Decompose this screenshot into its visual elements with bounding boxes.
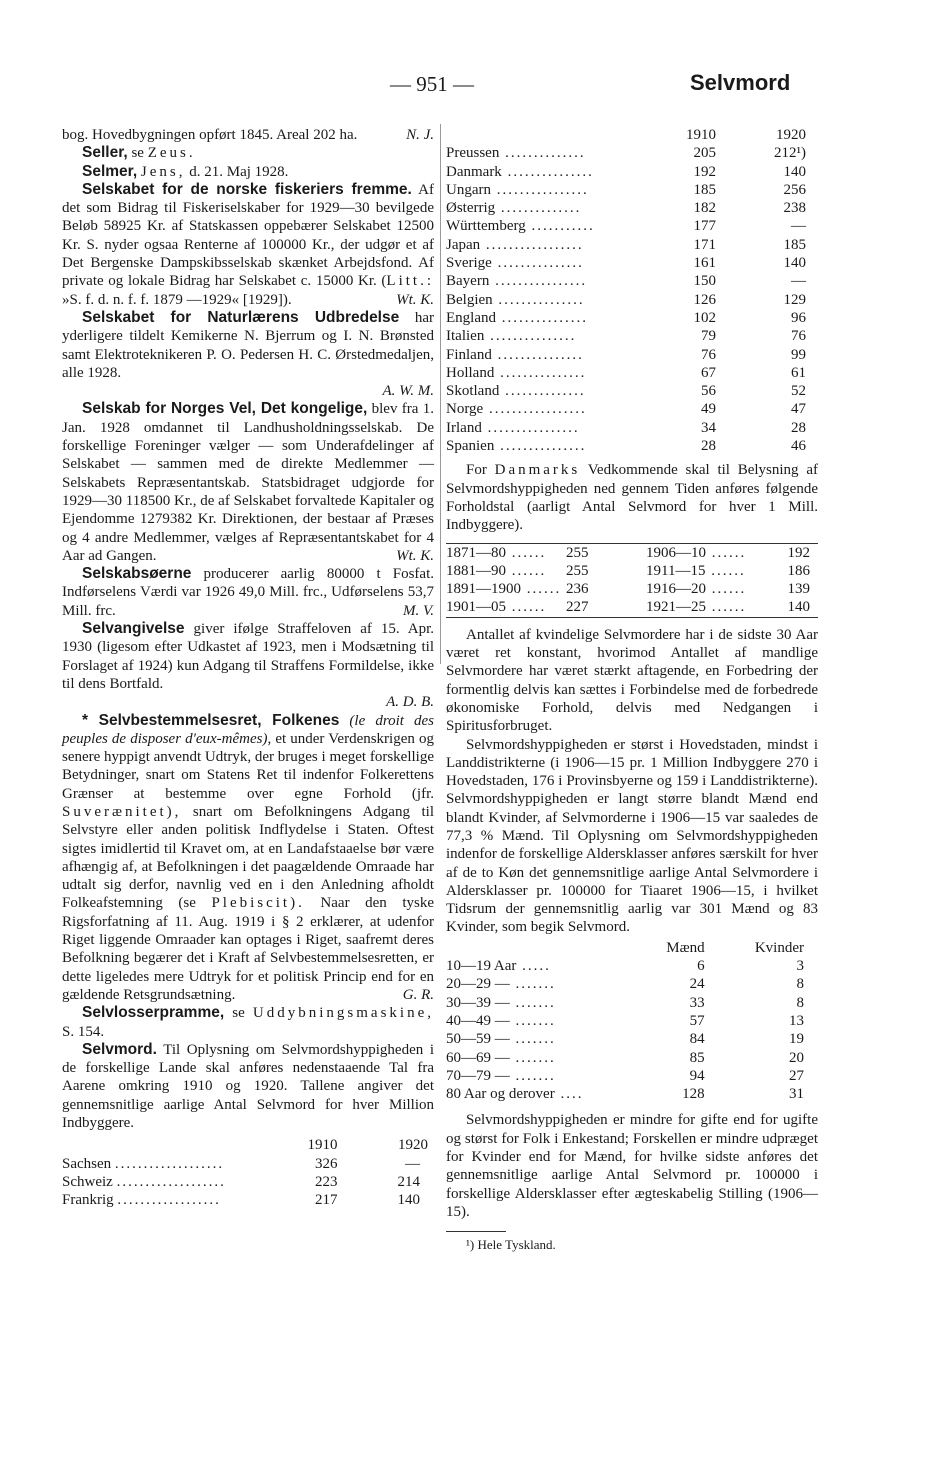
value-1920: 28 (791, 419, 806, 436)
age-cell: 30—39 — ....... (446, 994, 556, 1011)
period-cell: 1906—10 ...... (646, 544, 747, 561)
value-1920: 61 (791, 364, 806, 381)
country-name: Württemberg (446, 218, 526, 235)
denmark-table (446, 543, 818, 618)
age-group: 20—29 — (446, 976, 510, 993)
country-name: Spanien (446, 438, 495, 455)
table-row: Schweiz ................... 223 214 (62, 1173, 420, 1190)
age-group: 70—79 — (446, 1067, 510, 1084)
table-row (446, 562, 818, 580)
age-cell: 10—19 Aar ..... (446, 958, 551, 975)
running-head: Selvmord (690, 70, 791, 95)
table-row (446, 1012, 818, 1030)
country-name: Ungarn (446, 181, 491, 198)
country-cell: Norge ................. (446, 401, 587, 418)
country-name: Irland (446, 419, 482, 436)
value-1910: 56 (701, 383, 716, 400)
country-name: Belgien (446, 291, 493, 308)
table-row (446, 975, 818, 993)
table-row (446, 994, 818, 1012)
table-row (446, 957, 818, 975)
value-1910: 192 (693, 163, 716, 180)
period: 1911—15 (646, 562, 706, 579)
period-value: 227 (566, 599, 589, 616)
table-row (446, 144, 818, 162)
country-cell: Ungarn ................ (446, 181, 589, 198)
table-row (446, 217, 818, 235)
entry-selvangivelse: Selvangivelse giver ifølge Straffeloven af 15. Apr. 1930 (ligesom efter Udkastet af 1923, men i Modsætning til Forslaget af 1924) kun Adgang til Straffens Formildelse, ikke til dens Bortfald. (62, 620, 435, 692)
men-value: 94 (689, 1067, 705, 1084)
value-1920: 76 (791, 328, 806, 345)
country-name: England (446, 309, 496, 326)
age-cell: 80 Aar og derover .... (446, 1086, 584, 1103)
page-header (0, 68, 936, 102)
value-1920: 140 (783, 163, 806, 180)
country-cell: Belgien ............... (446, 291, 585, 308)
table-row (446, 419, 818, 437)
left-column (62, 126, 434, 1210)
country-name: Norge (446, 401, 484, 418)
value-1920: 96 (791, 309, 806, 326)
value-1910: 161 (693, 255, 716, 272)
suicide-table-1 (62, 1136, 434, 1209)
period: 1891—1900 (446, 581, 521, 598)
age-cell: 50—59 — ....... (446, 1031, 556, 1048)
value-1910: 79 (701, 328, 716, 345)
table-row (446, 199, 818, 217)
period-value: 139 (787, 581, 810, 598)
table-row (446, 309, 818, 327)
men-value: 128 (682, 1086, 705, 1103)
table-row (446, 400, 818, 418)
table-row (446, 382, 818, 400)
period-cell: 1901—05 ...... (446, 599, 547, 616)
table-row (446, 272, 818, 290)
country-name: Holland (446, 364, 495, 381)
women-value: 13 (789, 1012, 804, 1029)
country-name: Skotland (446, 383, 500, 400)
period-cell: 1916—20 ...... (646, 581, 747, 598)
age-table (446, 939, 818, 1104)
right-column (446, 126, 818, 1255)
period-cell: 1891—1900 ...... (446, 581, 562, 598)
country-cell: Bayern ................ (446, 273, 588, 290)
women-value: 8 (796, 976, 804, 993)
period-cell: 1871—80 ...... (446, 544, 547, 561)
signature: A. D. B. (386, 694, 434, 711)
table-row (446, 1030, 818, 1048)
value-1910: 49 (701, 401, 716, 418)
value-1920: 129 (783, 291, 806, 308)
frequency-paragraph: Selvmordshyppigheden er størst i Hovedstaden, mindst i Landdistrikterne (i 1906—15 pr. 1 Million Indbyggere 270 i Hovedstaden, 176 i Provinsbyerne og 159 i Landdistrikterne). Selvmordshyppigheden er langt større blandt Mænd end blandt Kvinder, af Selvmorderne i 1906—15 var saaledes de 77,3 % Mænd. Til Oplysning om Selvmordshyppigheden indenfor de forskellige Aldersklasser anføres særskilt for hver af de to Køn det gennemsnitlige aarlige Antal Selvmordere i Aldersklasser pr. 100000 for Tiaaret 1906—15, i hvilket Tidsrum der gennemsnitlig aarlig var 301 Mænd og 83 Kvinder, som begik Selvmord. (446, 736, 818, 936)
men-value: 6 (697, 958, 705, 975)
value-1910: 67 (701, 364, 716, 381)
signature: A. W. M. (382, 383, 434, 400)
period-value: 186 (787, 562, 810, 579)
men-value: 57 (689, 1012, 705, 1029)
country-cell: England ............... (446, 309, 588, 326)
value-1910: 205 (693, 145, 716, 162)
value-1920: 47 (791, 401, 806, 418)
country-cell: Spanien ............... (446, 438, 587, 455)
table-row: Frankrig .................. 217 140 (62, 1192, 420, 1209)
table-row (446, 181, 818, 199)
value-1910: 126 (693, 291, 716, 308)
marital-paragraph: Selvmordshyppigheden er mindre for gifte end for ugifte og størst for Folk i Enkestand; Forskellen er mindre udpræget for Kvinder end for Mænd, for hvilke sidste anføres det gennemsnitlige aarlige Antal Selvmord pr. 100000 i forskellige Aldersklasser efter ægteskabelig Stilling (1906—15). (446, 1112, 818, 1220)
table-row (446, 236, 818, 254)
entry-selmer: Selmer, Jens, d. 21. Maj 1928. (82, 162, 289, 180)
women-value: 27 (789, 1067, 804, 1084)
table-header-row: Mænd Kvinder (666, 939, 804, 956)
entry-selvmord: Selvmord. Til Oplysning om Selvmordshyppigheden i de forskellige Lande skal anføres nedenstaaende Tal fra Aarene omkring 1910 og 1920. Tallene angiver det gennemsnitlige aarlige Antal Selvmord for hver Million Indbyggere. (62, 1040, 434, 1132)
women-value: 19 (789, 1031, 804, 1048)
men-value: 24 (689, 976, 705, 993)
suicide-table-2 (446, 126, 818, 455)
country-cell: Preussen .............. (446, 145, 586, 162)
age-cell: 20—29 — ....... (446, 976, 556, 993)
country-name: Preussen (446, 145, 500, 162)
table-row (446, 327, 818, 345)
country-name: Japan (446, 236, 481, 253)
female-paragraph: Antallet af kvindelige Selvmordere har i de sidste 30 Aar været ret konstant, hvorimod Antallet af mandlige Selvmordere har været stærkt aftagende, en Forbedring der formentlig delvis kan sættes i Forbindelse med de forbedrede økonomiske Forhold, delvis med Nedgangen i Spiritusforbruget. (446, 626, 818, 735)
entry-seller: Seller, se Zeus. (82, 144, 196, 162)
period-value: 140 (787, 599, 810, 616)
country-cell: Sverige ............... (446, 255, 584, 272)
country-name: Finland (446, 346, 492, 363)
country-cell: Irland ................ (446, 419, 580, 436)
entry-norges-vel: Selskab for Norges Vel, Det kongelige, blev fra 1. Jan. 1928 omdannet til Landhusholdningsselskab. De forskellige Foreninger vælger — som Underafdelinger af Selskabet — sammen med de direkte Medlemmer — Selskabets Repræsentantskab. Statsbidraget udgjorde for 1929—30 118500 Kr., de af Selskabet forvaltede Kapitaler og Ejendomme 1279382 Kr. Direktionen, der bestaar af Præses og 4 andre Medlemmer, vælges af Repræsentantskabet for 4 Aar ad Gangen. Wt. K. (62, 400, 434, 564)
country-cell: Japan ................. (446, 236, 584, 253)
period: 1906—10 (646, 544, 706, 561)
value-1920: 52 (791, 383, 806, 400)
women-value: 3 (796, 958, 804, 975)
value-1910: 102 (693, 309, 716, 326)
country-name: Danmark (446, 163, 502, 180)
age-cell: 60—69 — ....... (446, 1049, 556, 1066)
table-row (446, 1085, 818, 1103)
value-1920: 140 (783, 255, 806, 272)
period-cell: 1911—15 ...... (646, 562, 746, 579)
value-1920: 212¹) (774, 145, 806, 162)
men-value: 84 (689, 1031, 705, 1048)
table-row (446, 1049, 818, 1067)
age-cell: 70—79 — ....... (446, 1067, 556, 1084)
value-1920: — (791, 218, 806, 235)
value-1910: 171 (693, 236, 716, 253)
table-row (446, 346, 818, 364)
period: 1881—90 (446, 562, 506, 579)
age-group: 50—59 — (446, 1031, 510, 1048)
country-name: Bayern (446, 273, 490, 290)
table-row (446, 1067, 818, 1085)
table-header-row: 1910 1920 (686, 127, 806, 143)
table-row (446, 543, 818, 562)
entry-continuation: bog. Hovedbygningen opført 1845. Areal 202 ha. N. J. (62, 127, 434, 143)
women-value: 20 (789, 1049, 804, 1066)
age-group: 60—69 — (446, 1049, 510, 1066)
table-row (446, 254, 818, 272)
age-group: 30—39 — (446, 994, 510, 1011)
entry-fiskeriers: Selskabet for de norske fiskeriers fremme. Af det som Bidrag til Fiskeriselskaber for 1929—30 bevilgede Beløb 58925 Kr. af Statskassen oppebærer Selskabet 12500 Kr. S. nyder ogsaa Renterne af 100000 Kr., der udgør et af Det Bergenske Dampskibsselskab skænket Arbejdsfond. Af private og lokale Bidrag har Selskabet c. 15000 Kr. (Litt.: »S. f. d. n. f. f. 1879 —1929« [1929]). Wt. K. (62, 180, 435, 308)
period-value: 255 (566, 562, 589, 579)
entry-naturlaerens: Selskabet for Naturlærens Udbredelse har yderligere tildelt Kemikerne N. Bjerrum og I. N. Brønsted samt Elektroteknikeren P. O. Pedersen H. C. Ørstedmedaljen, alle 1928. (62, 308, 434, 381)
country-cell: Italien ............... (446, 328, 577, 345)
period: 1871—80 (446, 544, 506, 561)
column-divider (440, 124, 441, 664)
table-row (446, 437, 818, 455)
age-group: 40—49 — (446, 1012, 510, 1029)
table-row (446, 598, 818, 617)
table-row (446, 580, 818, 598)
period-value: 255 (566, 544, 589, 561)
value-1910: 185 (693, 181, 716, 198)
footnote-rule (446, 1231, 506, 1232)
value-1910: 177 (693, 218, 716, 235)
denmark-paragraph: For Danmarks Vedkommende skal til Belysning af Selvmordshyppigheden ned gennem Tiden anføres følgende Forholdstal (aarligt Antal Selvmord for hver 1 Mill. Indbyggere). (446, 462, 818, 534)
value-1910: 34 (701, 419, 716, 436)
women-value: 8 (796, 994, 804, 1011)
table-row: Sachsen ................... 326 — (62, 1155, 420, 1172)
period: 1916—20 (646, 581, 706, 598)
men-value: 33 (689, 994, 705, 1011)
period-cell: 1921—25 ...... (646, 599, 747, 616)
value-1910: 150 (693, 273, 716, 290)
period-cell: 1881—90 ...... (446, 562, 547, 579)
value-1920: 46 (791, 438, 806, 455)
entry-selvbestemmelsesret: * Selvbestemmelsesret, Folkenes (le droit des peuples de disposer d'eux-mêmes), et under Verdenskrigen og senere hyppigt anvendt Udtryk, der bruges i meget forskellige Betydninger, snart om Statens Ret til indenfor Folkerettens Grænser at bestemme over egne Forhold (jfr. Suverænitet), snart om Befolkningens Adgang til Selvstyre eller anden politisk Indflydelse i Staten. Oftest sigtes imidlertid til Kravet om, at en Landafstaaelse bør være afhængig af, at Befolkningen i det paagældende Omraade har udtalt sig derfor, navnlig ved en i den Anledning afholdt Folkeafstemning (se Plebiscit). Naar den tyske Rigsforfatning af 11. Aug. 1919 i § 2 erklærer, at udenfor Riget liggende Omraader kan optages i Riget, saafremt deres Befolkning begærer det i Kraft af Selvbestemmelsesretten, er dette ligeledes mere Udtryk for et politisk Princip end for en gældende Retsgrundsætning. G. R. (62, 711, 435, 1003)
value-1920: 256 (783, 181, 806, 198)
country-cell: Finland ............... (446, 346, 584, 363)
age-group: 10—19 Aar (446, 958, 517, 975)
value-1920: 99 (791, 346, 806, 363)
table-row (446, 163, 818, 181)
age-cell: 40—49 — ....... (446, 1012, 556, 1029)
value-1920: 185 (783, 236, 806, 253)
country-name: Sverige (446, 255, 492, 272)
page-number: — 951 — (390, 72, 474, 96)
country-name: Italien (446, 328, 485, 345)
period: 1921—25 (646, 599, 706, 616)
country-cell: Skotland .............. (446, 383, 586, 400)
value-1910: 76 (701, 346, 716, 363)
value-1910: 182 (693, 200, 716, 217)
footnote: ¹) Hele Tyskland. (466, 1237, 556, 1253)
value-1920: 238 (783, 200, 806, 217)
age-group: 80 Aar og derover (446, 1086, 555, 1103)
period: 1901—05 (446, 599, 506, 616)
country-cell: Østerrig .............. (446, 200, 582, 217)
country-cell: Holland ............... (446, 364, 587, 381)
country-cell: Danmark ............... (446, 163, 594, 180)
period-value: 192 (787, 544, 810, 561)
country-name: Østerrig (446, 200, 496, 217)
table-row (446, 364, 818, 382)
men-value: 85 (689, 1049, 705, 1066)
value-1910: 28 (701, 438, 716, 455)
table-header-row: 1910 1920 (307, 1137, 428, 1154)
country-cell: Württemberg ........... (446, 218, 595, 235)
entry-selvlosserpramme: Selvlosserpramme, se Uddybningsmaskine, S. 154. (62, 1004, 434, 1040)
table-row (446, 291, 818, 309)
entry-selskabsoerne: Selskabsøerne producerer aarlig 80000 t Fosfat. Indførselens Værdi var 1926 49,0 Mill. frc., Udførselens 53,7 Mill. frc. M. V. (62, 565, 434, 619)
value-1920: — (791, 273, 806, 290)
women-value: 31 (789, 1086, 804, 1103)
period-value: 236 (566, 581, 589, 598)
